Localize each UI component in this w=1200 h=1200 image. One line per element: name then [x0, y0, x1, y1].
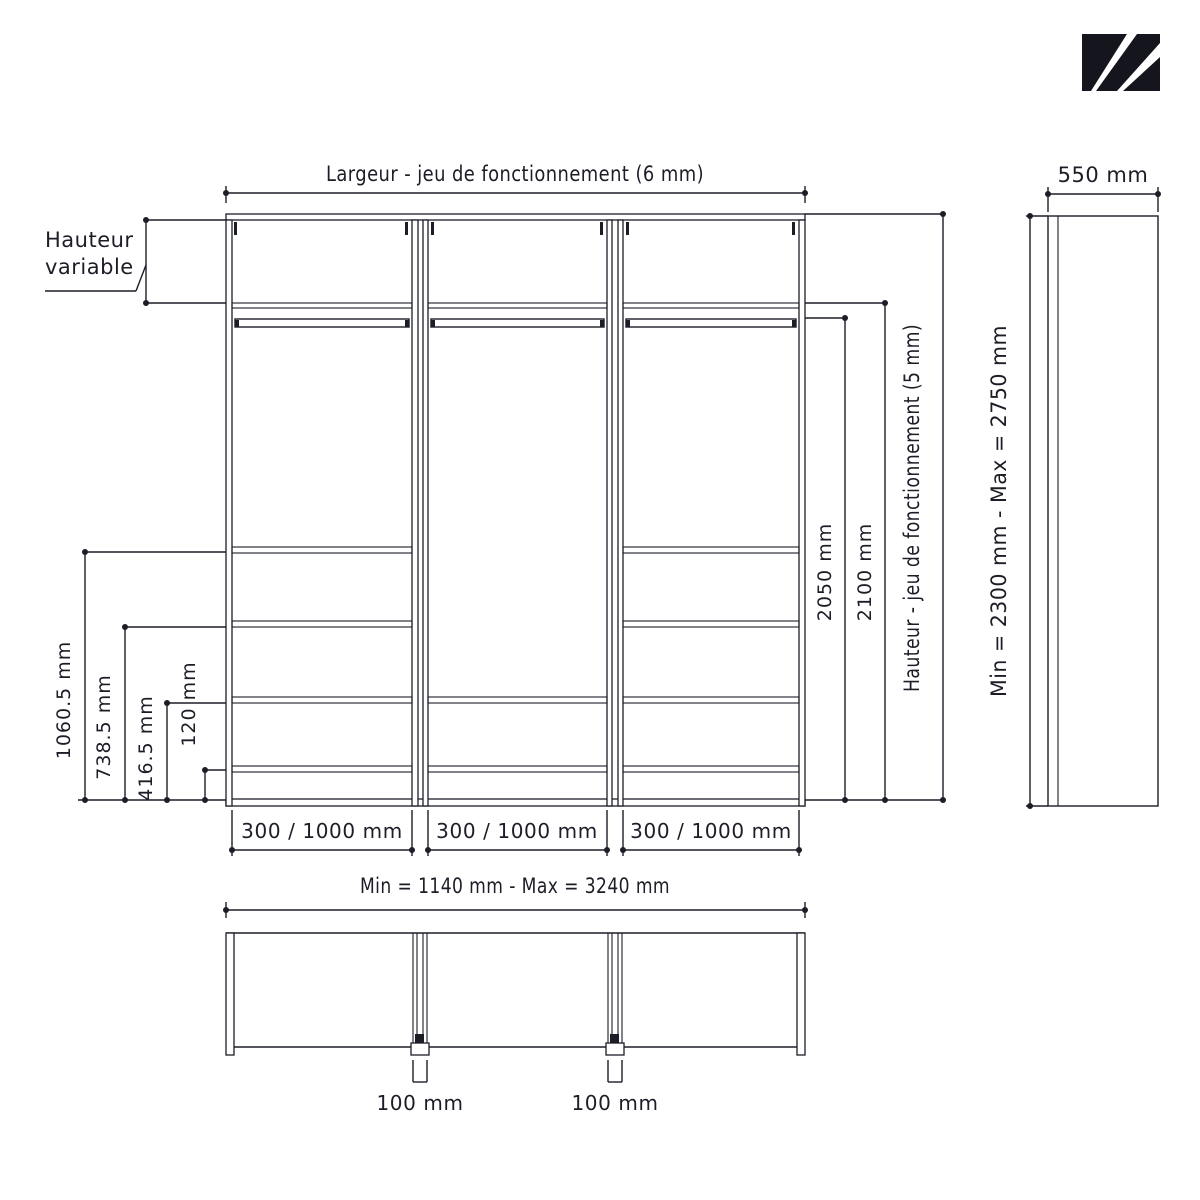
divider-panel: [412, 220, 418, 806]
divider-panel: [607, 220, 612, 806]
depth-dimension-label: 550 mm: [1057, 163, 1149, 187]
height-range-label: Min = 2300 mm - Max = 2750 mm: [987, 316, 1011, 697]
side-view: [987, 163, 1161, 809]
depth-dimension: [1045, 163, 1161, 212]
divider-panel: [618, 220, 623, 806]
module-width-dimensions: [229, 810, 802, 856]
variable-height-note-line2: variable: [45, 255, 134, 279]
variable-height-note-line1: Hauteur: [45, 228, 134, 252]
shelf: [232, 697, 412, 703]
shelf: [623, 547, 799, 553]
shelf-height-dimension-label: 120 mm: [178, 661, 200, 747]
module-1-interior: [232, 222, 412, 772]
shelf-height-dimensions: [53, 549, 226, 803]
plan-view: [226, 933, 805, 1115]
rail-height-dimension-label: 2050 mm: [814, 522, 836, 622]
shelf: [232, 547, 412, 553]
front-height-dimension-label: Hauteur - jeu de fonctionnement (5 mm): [900, 244, 924, 692]
shelf: [232, 766, 412, 772]
module-width-dimension-label: 300 / 1000 mm: [436, 819, 598, 843]
brand-logo: [1082, 34, 1160, 91]
variable-height-note: [45, 217, 226, 306]
divider-gap-dimension-label: 100 mm: [376, 1091, 464, 1115]
plan-divider-foot: [606, 1043, 624, 1055]
front-width-dimension-label: Largeur - jeu de fonctionnement (6 mm): [326, 162, 704, 186]
height-range-dimension: [987, 213, 1048, 809]
width-dimension: [223, 162, 808, 203]
side-panel-outline: [1048, 216, 1158, 806]
top-panel: [226, 214, 805, 220]
rail-height-dimension-label: 2100 mm: [854, 522, 876, 622]
hanging-rail: [431, 319, 604, 327]
left-side-panel: [226, 220, 232, 806]
shelf-height-dimension-label: 1060.5 mm: [53, 640, 75, 760]
divider-panel: [423, 220, 428, 806]
total-width-range-label: Min = 1140 mm - Max = 3240 mm: [360, 874, 670, 898]
plan-left-end-cap: [226, 933, 234, 1055]
right-side-panel: [799, 220, 805, 806]
plan-right-end-cap: [797, 933, 805, 1055]
module-2-interior: [428, 222, 607, 772]
plan-divider-foot: [411, 1043, 429, 1055]
plan-divider: [606, 933, 624, 1055]
total-width-dimension: [223, 874, 808, 918]
shelf: [428, 697, 607, 703]
front-view-structure: [226, 214, 805, 806]
bottom-panel: [226, 799, 805, 806]
shelf: [623, 621, 799, 627]
hanging-rail: [626, 319, 796, 327]
shelf: [623, 766, 799, 772]
shelf: [232, 621, 412, 627]
shelf-height-dimension-label: 738.5 mm: [93, 674, 115, 780]
divider-gap-dimensions: [376, 1060, 658, 1115]
shelf: [428, 766, 607, 772]
shelf-height-dimension-label: 416.5 mm: [135, 695, 157, 801]
divider-gap-dimension-label: 100 mm: [571, 1091, 659, 1115]
plan-divider: [411, 933, 429, 1055]
shelf: [623, 697, 799, 703]
rail-height-dimensions: [805, 211, 946, 803]
hanging-rail: [235, 319, 409, 327]
module-width-dimension-label: 300 / 1000 mm: [241, 819, 403, 843]
module-width-dimension-label: 300 / 1000 mm: [630, 819, 792, 843]
module-3-interior: [623, 222, 799, 772]
